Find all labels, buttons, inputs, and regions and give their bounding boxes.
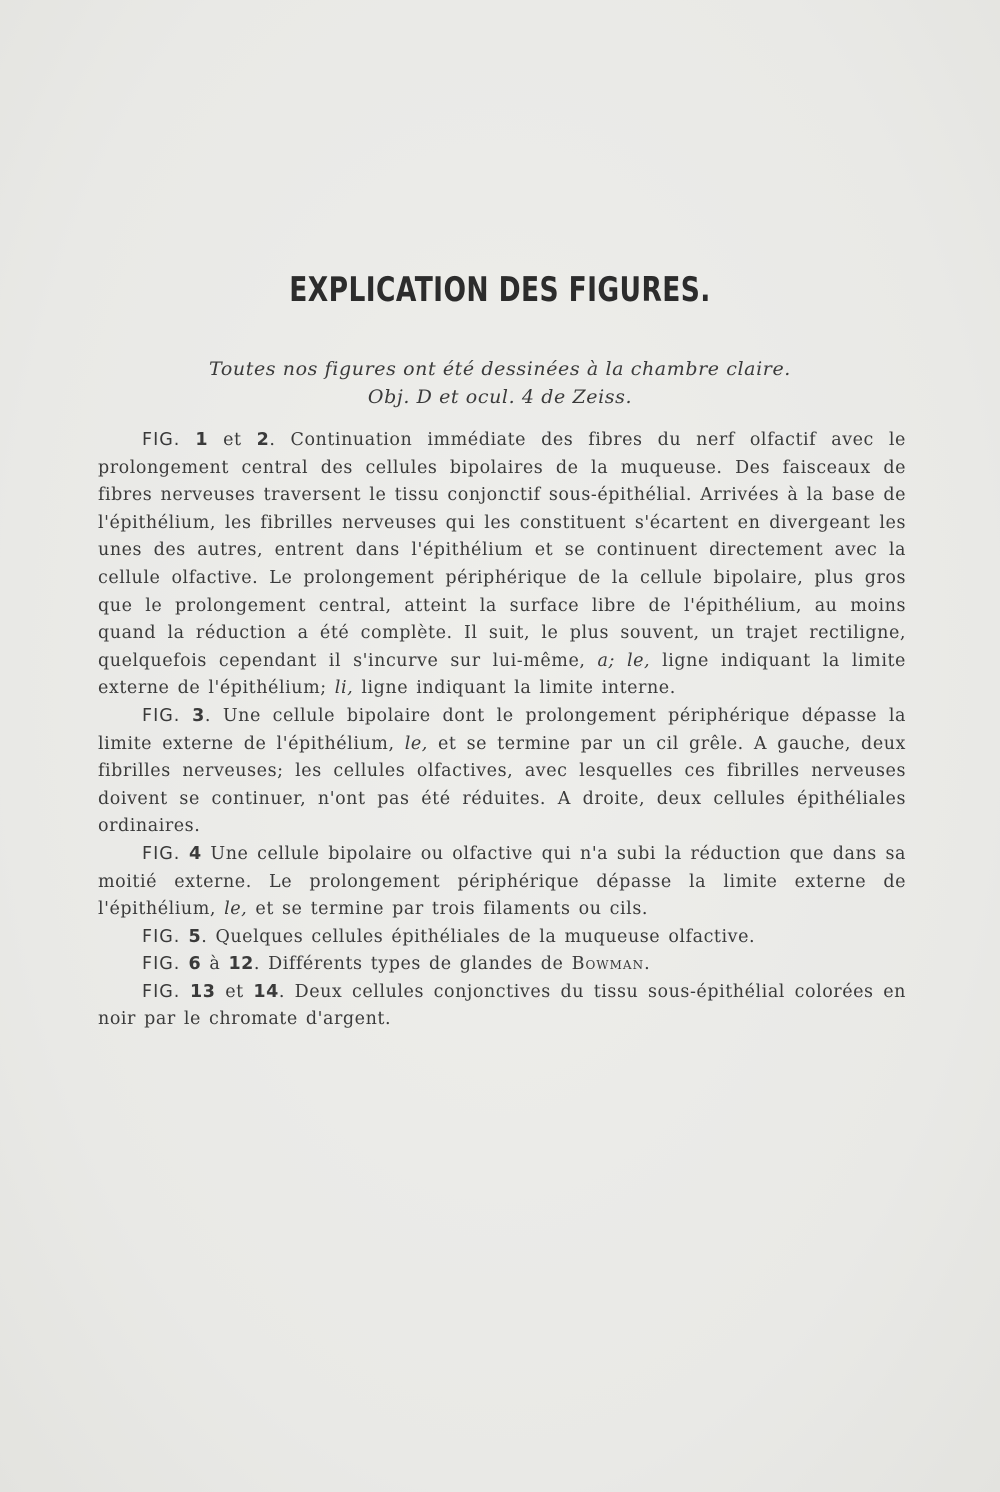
entry-italic: a; bbox=[597, 650, 615, 671]
fig-number: 5 bbox=[188, 926, 202, 947]
author-name: Bowman bbox=[571, 954, 645, 975]
fig-label: FIG. bbox=[142, 430, 181, 450]
entry-italic: le, bbox=[224, 899, 248, 920]
entry-italic: li, bbox=[334, 678, 354, 699]
figure-entry-4 bbox=[98, 841, 906, 924]
entry-text: . Continuation immédiate des fibres du nerf olfactif avec le prolongement central des cellules bipolaires de la muqueuse. Des faisceaux de fibres nerveuses traversent le tissu conjonctif sous-épithélial. Arrivées à la base de l'épithélium, les fibrilles nerveuses qui les constituent s'écartent en divergeant les unes des autres, entrent dans l'épithélium et se continuent directement avec la cellule olfactive. Le prolongement périphérique de la cellule bipolaire, plus gros que le prolongement central, atteint la surface libre de l'épithélium, au moins quand la réduction a été complète. Il suit, le plus souvent, un trajet rectiligne, quelquefois cependant il s'incurve sur lui-même, bbox=[98, 430, 906, 671]
fig-number: 14 bbox=[253, 981, 279, 1002]
fig-label: FIG. bbox=[142, 843, 181, 864]
entry-text: . Différents types de glandes de bbox=[253, 954, 564, 975]
entry-text: . Quelques cellules épithéliales de la muqueuse olfactive. bbox=[201, 926, 756, 947]
entry-text: . bbox=[644, 954, 651, 975]
page-title: EXPLICATION DES FIGURES. bbox=[289, 270, 711, 310]
figure-entry-13-14 bbox=[98, 979, 906, 1034]
fig-label: FIG. bbox=[142, 926, 181, 947]
entry-italic: le, bbox=[626, 650, 651, 671]
fig-conjunction: et bbox=[223, 430, 242, 450]
fig-number: 3 bbox=[192, 705, 205, 726]
figure-entry-1-2 bbox=[98, 427, 906, 703]
fig-number: 2 bbox=[256, 430, 270, 450]
fig-number: 13 bbox=[190, 981, 216, 1002]
entry-text: . Deux cellules conjonctives du tissu sous-épithélial colorées en noir par le chromate d'argent. bbox=[98, 981, 906, 1030]
fig-number: 12 bbox=[228, 954, 254, 975]
figure-entry-3 bbox=[98, 703, 906, 841]
fig-label: FIG. bbox=[142, 705, 181, 726]
entry-text: . Une cellule bipolaire dont le prolongement périphérique dépasse la limite externe de l'épithélium, bbox=[98, 705, 906, 754]
fig-number: 4 bbox=[189, 843, 202, 864]
fig-conjunction: et bbox=[225, 981, 244, 1002]
subtitle-line-2: Obj. D et ocul. 4 de Zeiss. bbox=[367, 386, 633, 408]
entry-italic: le, bbox=[404, 733, 428, 754]
entry-text: et se termine par un cil grêle. A gauche, deux fibrilles nerveuses; les cellules olfactives, avec lesquelles ces fibrilles nerveuses doivent se continuer, n'ont pas été réduites. A droite, deux cellules épithéliales ordinaires. bbox=[98, 733, 906, 837]
fig-conjunction: à bbox=[209, 954, 221, 975]
figure-entry-5 bbox=[98, 924, 906, 952]
fig-label: FIG. bbox=[142, 954, 181, 975]
figure-entry-6-12 bbox=[98, 951, 906, 979]
entry-text: ligne indiquant la limite externe de l'épithélium; bbox=[98, 650, 906, 699]
entry-text: ligne indiquant la limite interne. bbox=[361, 678, 676, 699]
fig-label: FIG. bbox=[142, 981, 181, 1002]
entry-text: et se termine par trois filaments ou cils. bbox=[255, 899, 648, 920]
fig-number: 6 bbox=[188, 954, 202, 975]
figure-explanations bbox=[98, 427, 906, 1034]
fig-number: 1 bbox=[195, 430, 209, 450]
subtitle-line-1: Toutes nos figures ont été dessinées à la chambre claire. bbox=[209, 358, 791, 380]
entry-text: Une cellule bipolaire ou olfactive qui n'a subi la réduction que dans sa moitié externe. Le prolongement périphérique dépasse la limite externe de l'épithélium, bbox=[98, 843, 906, 920]
